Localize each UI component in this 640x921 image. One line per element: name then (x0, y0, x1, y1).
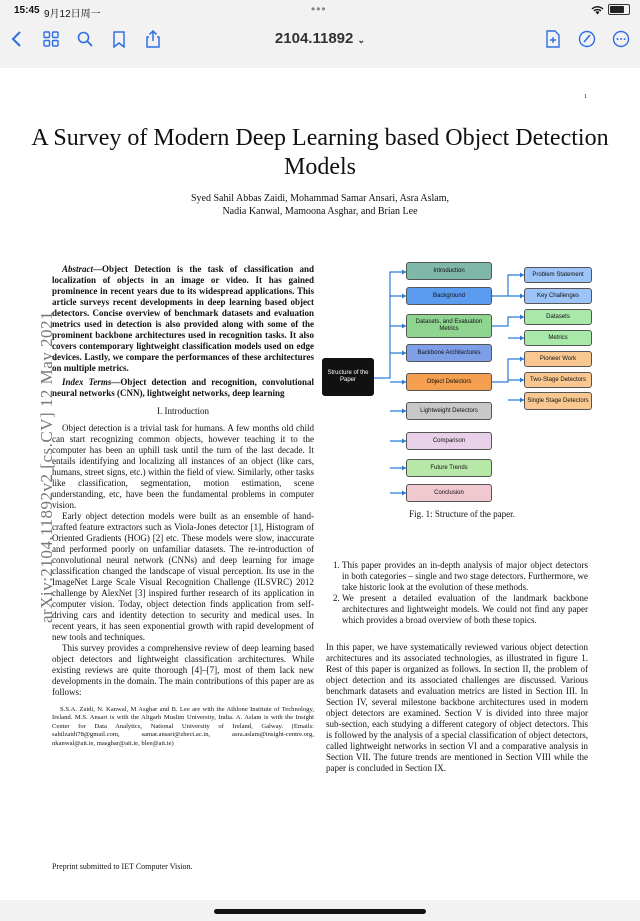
abstract-text: —Object Detection is the task of classification and localization of objects in an image or video. It has gained prominence in recent years due to its widespread applications. This article surveys recent developments in deep learning based object detectors. Concise overview of benchmark datasets and evaluation metrics used in detection is also provided along with some of the prominent backbone architectures used in recognition tasks. It also covers contemporary lightweight classification models used on edge devices. Lastly, we compare the performances of these architectures on multiple metrics. (52, 264, 314, 373)
section-heading: I. Introduction (157, 406, 209, 416)
index-terms-label: Index Terms (62, 377, 112, 387)
arxiv-stamp: arXiv:2104.11892v2 [cs.CV] 12 May 2021 (37, 310, 56, 623)
abstract-label: Abstract (62, 264, 94, 274)
contributions-list (326, 560, 588, 626)
intro-paragraph-3: This survey provides a comprehensive review of deep learning based object detectors and lightweight classification architectures. While existing reviews are quite thorough [4]–[7], most of them lack new developments in the domain. The main contributions of this paper are as follows: (52, 643, 314, 697)
figure-caption: Fig. 1: Structure of the paper. (409, 509, 515, 519)
node-datasets-metrics: Datasets, and Evaluation Metrics (406, 314, 492, 338)
status-time: 15:45 (14, 5, 40, 16)
toolbar (0, 22, 640, 58)
contribution-item: 2. We present a detailed evaluation of the landmark backbone architectures and lightweight models. We could not find any paper which provides a broad overview of both these topics. (342, 593, 588, 626)
node-future-trends: Future Trends (406, 459, 492, 477)
node-metrics: Metrics (524, 330, 592, 346)
battery-icon (608, 4, 630, 15)
document-title-text: 2104.11892 (274, 30, 354, 47)
node-background: Background (406, 287, 492, 305)
preprint-note: Preprint submitted to IET Computer Vision. (52, 862, 193, 871)
pdf-page[interactable] (0, 68, 640, 900)
home-indicator[interactable] (214, 909, 426, 914)
more-icon[interactable] (610, 28, 632, 50)
contribution-item: 1. This paper provides an in-depth analysis of major object detectors in both categories – single and two stage detectors. Furthermore, we take historic look at the evolution of these methods. (342, 560, 588, 593)
node-backbone: Backbone Architectures (406, 344, 492, 362)
abstract (52, 264, 314, 374)
multitask-dots-icon[interactable]: ••• (311, 2, 327, 16)
node-object-detectors: Object Detectors (406, 373, 492, 391)
paper-title: A Survey of Modern Deep Learning based Object Detection Models (31, 125, 609, 180)
footnote: S.S.A. Zaidi, N. Kanwal, M Asghar and B. Lee are with the Athlone Institute of Technology, Ireland. M.S. Ansari is with the Aligarh Muslim University, India. A. Aslam is with the Insight Center for Data Analytics, National University of Ireland, Galway. (Emails: sahilzaidi78@gmail.com, samar.ansari@zhect.ac.in, asra.aslam@insight-centre.org, nkanwal@ait.ie, masghar@ait.ie, blee@ait.ie) (52, 706, 314, 747)
left-column (52, 264, 314, 755)
authors-line-1: Syed Sahil Abbas Zaidi, Mohammad Samar Ansari, Asra Aslam, (190, 193, 450, 204)
node-two-stage: Two-Stage Detectors (524, 372, 592, 388)
node-key-challenges: Key Challenges (524, 288, 592, 304)
node-lightweight: Lightweight Detectors (406, 402, 492, 420)
diagram-root: Structure of the Paper (322, 358, 374, 396)
node-pioneer-work: Pioneer Work (524, 351, 592, 367)
node-datasets: Datasets (524, 309, 592, 325)
node-conclusion: Conclusion (406, 484, 492, 502)
add-page-icon[interactable] (542, 28, 564, 50)
wifi-icon (591, 5, 604, 15)
chevron-down-icon: ⌄ (357, 35, 366, 45)
intro-paragraph-2: Early object detection models were built as an ensemble of hand-crafted feature extractors such as Viola-Jones detector [1], Histogram of Oriented Gradients (HOG) [2] etc. These models were slow, inaccurate and performed poorly on unfamiliar datasets. The re-introduction of convolutional neural network (CNNs) and deep learning for image classification changed the landscape of visual perception. Its use in the ImageNet Large Scale Visual Recognition Challenge (ILSVRC) 2012 challenge by AlexNet [3] inspired further research of its application in computer vision. Today, object detection finds application from self-driving cars and identity detection to security and medical uses. In recent years, it has seen exponential growth with rapid development of new tools and techniques. (52, 511, 314, 642)
node-single-stage: Single Stage Detectors (524, 392, 592, 410)
page-number: 1 (584, 94, 587, 100)
markup-icon[interactable] (576, 28, 598, 50)
index-terms (52, 377, 314, 399)
node-comparison: Comparison (406, 432, 492, 450)
structure-diagram (318, 254, 598, 508)
status-date: 9月12日周一 (44, 9, 101, 20)
organization-paragraph: In this paper, we have systematically reviewed various object detection architectures and its associated technologies, as illustrated in figure 1. Rest of this paper is organized as follows. In section II, the problem of object detection and its associated challenges are discussed. Various benchmark datasets and evaluation metrics are listed in Section III. In Section IV, several milestone backbone architectures used in modern object detectors are examined. Section V is divided into three major sub-section, each studying a different category of object detectors. This is followed by the analysis of a special classification of object detectors, called lightweight networks in section VI and a comparative analysis in Section VII. The future trends are mentioned in Section VIII while the paper is concluded in Section IX. (326, 642, 588, 773)
index-terms-text: —Object detection and recognition, convolutional neural networks (CNN), lightweight networks, deep learning (52, 377, 314, 398)
intro-paragraph-1: Object detection is a trivial task for humans. A few months old child can start recognizing common objects, however teaching it to the computer has been an uphill task until the turn of the last decade. It entails identifying and localizing all instances of an object (like cars, humans, street signs, etc.) within the field of view. Similarly, other tasks like classification, segmentation, motion estimation, scene understanding, etc, have been the fundamental problems in computer vision. (52, 423, 314, 510)
status-icons (591, 4, 630, 15)
authors-line-2: Nadia Kanwal, Mamoona Asghar, and Brian Lee (222, 206, 418, 217)
node-introduction: Introduction (406, 262, 492, 280)
right-column (326, 560, 588, 774)
authors (80, 192, 560, 218)
node-problem-statement: Problem Statement (524, 267, 592, 283)
status-bar (0, 0, 640, 22)
